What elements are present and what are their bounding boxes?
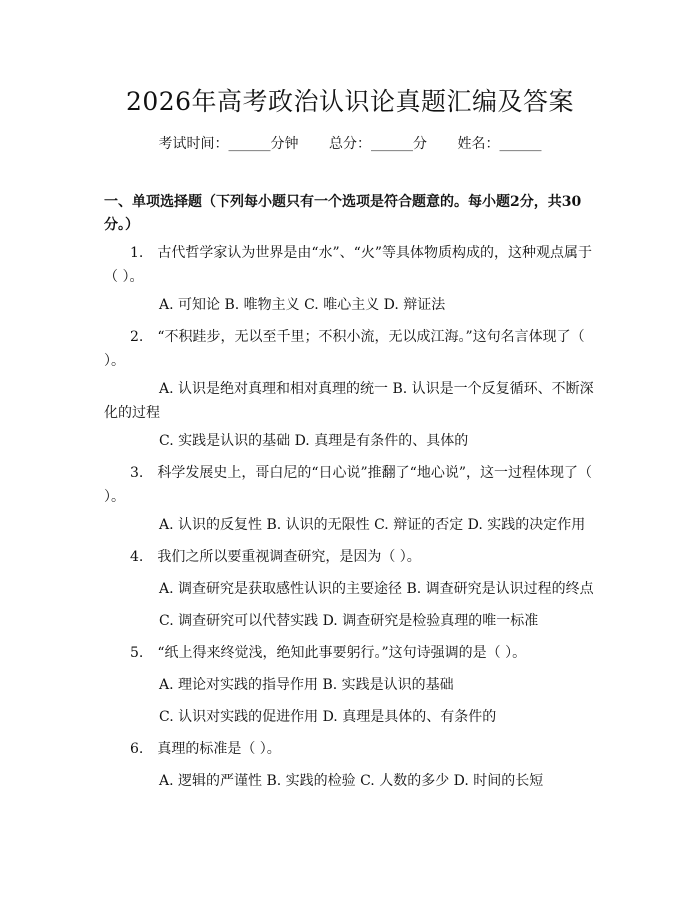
question-number: 6. (130, 741, 144, 757)
question-number: 2. (130, 329, 144, 345)
question-4-options-line1: A. 调查研究是获取感性认识的主要途径 B. 调查研究是认识过程的终点 (159, 581, 594, 597)
page-title: 2026年高考政治认识论真题汇编及答案 (125, 87, 575, 116)
question-2 (104, 325, 598, 373)
question-stem: 真理的标准是（ ）。 (157, 741, 281, 757)
question-6-options: A. 逻辑的严谨性 B. 实践的检验 C. 人数的多少 D. 时间的长短 (159, 773, 544, 789)
exam-score: 总分：______分 (329, 136, 427, 152)
question-number: 5. (130, 645, 144, 661)
question-1 (104, 241, 598, 289)
question-5 (104, 641, 598, 665)
question-2-options-line2: C. 实践是认识的基础 D. 真理是有条件的、具体的 (159, 433, 469, 449)
question-4-options-line2: C. 调查研究可以代替实践 D. 调查研究是检验真理的唯一标准 (159, 613, 539, 629)
question-number: 3. (130, 465, 144, 481)
question-6 (104, 737, 598, 761)
question-stem: “不积跬步，无以至千里；不积小流，无以成江海。”这句名言体现了（ ）。 (104, 329, 585, 369)
question-stem: “纸上得来终觉浅，绝知此事要躬行。”这句诗强调的是（ ）。 (157, 645, 527, 661)
question-4 (104, 545, 598, 569)
question-3-options: A. 认识的反复性 B. 认识的无限性 C. 辩证的否定 D. 实践的决定作用 (159, 517, 586, 533)
question-stem: 我们之所以要重视调查研究，是因为（ ）。 (157, 549, 421, 565)
question-3 (104, 461, 598, 509)
student-name: 姓名：______ (457, 136, 542, 152)
question-number: 1. (130, 245, 144, 261)
question-1-options: A. 可知论 B. 唯物主义 C. 唯心主义 D. 辩证法 (159, 297, 446, 313)
question-2-options-line1: A. 认识是绝对真理和相对真理的统一 B. 认识是一个反复循环、不断深化的过程 (104, 381, 594, 421)
exam-meta (0, 133, 700, 153)
question-stem: 科学发展史上，哥白尼的“日心说”推翻了“地心说”，这一过程体现了（ ）。 (104, 465, 592, 505)
question-stem: 古代哲学家认为世界是由“水”、“火”等具体物质构成的，这种观点属于（ ）。 (104, 245, 592, 285)
question-5-options-line1: A. 理论对实践的指导作用 B. 实践是认识的基础 (159, 677, 454, 693)
question-number: 4. (130, 549, 144, 565)
exam-time: 考试时间：______分钟 (158, 136, 299, 152)
question-5-options-line2: C. 认识对实践的促进作用 D. 真理是具体的、有条件的 (159, 709, 497, 725)
section-heading: 一、单项选择题（下列每小题只有一个选项是符合题意的。每小题2分，共30分。） (104, 194, 582, 233)
